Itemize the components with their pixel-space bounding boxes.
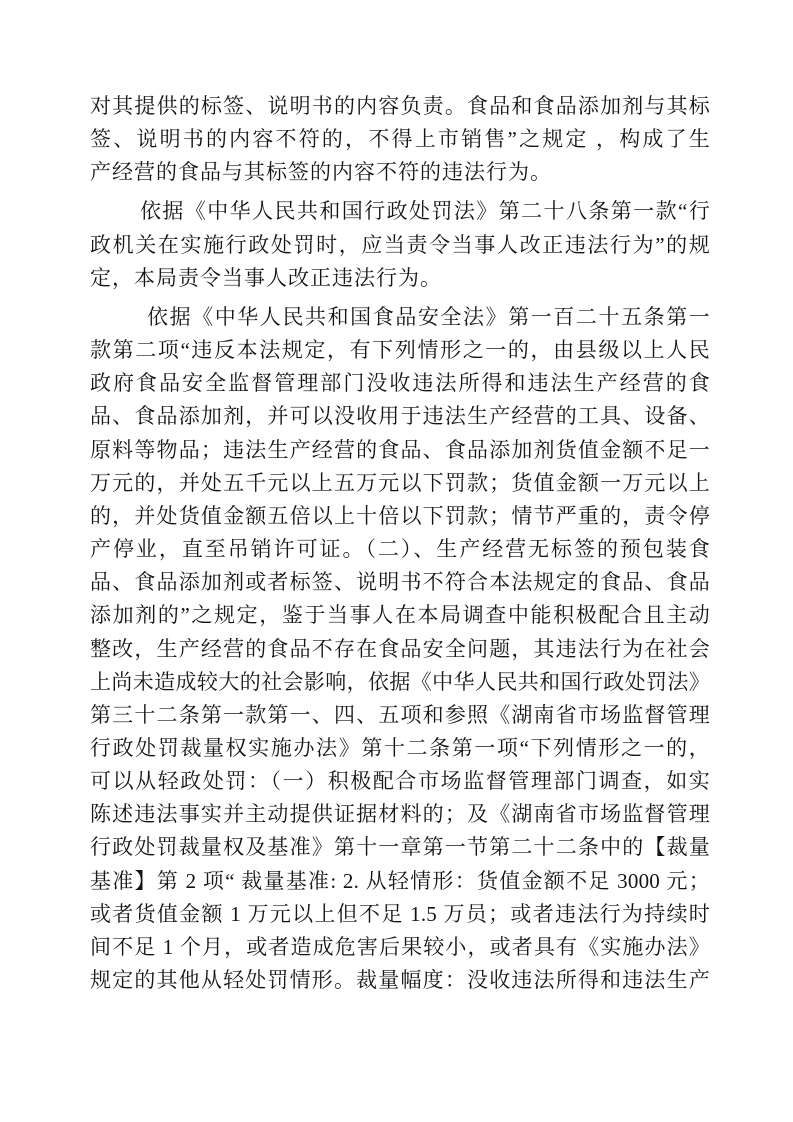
text-line: 原料等物品；违法生产经营的食品、食品添加剂货值金额不足一 [90, 437, 710, 462]
text-line: 依据《中华人民共和国食品安全法》第一百二十五条第一 [147, 304, 710, 329]
text-line: 品、食品添加剂，并可以没收用于违法生产经营的工具、设备、 [90, 404, 710, 429]
text-line: 行政处罚裁量权及基准》第十一章第一节第二十二条中的【裁量 [90, 835, 710, 860]
text-line: 间不足 1 个月，或者造成危害后果较小，或者具有《实施办法》 [90, 934, 710, 959]
text-line: 签、说明书的内容不符的，不得上市销售”之规定 ，构成了生 [90, 127, 710, 152]
text-line: 政府食品安全监督管理部门没收违法所得和违法生产经营的食 [90, 371, 710, 396]
text-line: 品、食品添加剂或者标签、说明书不符合本法规定的食品、食品 [90, 570, 710, 595]
text-line: 陈述违法事实并主动提供证据材料的；及《湖南省市场监督管理 [90, 802, 710, 827]
paragraph-food-safety-law-citation [90, 301, 710, 997]
text-line: 款第二项“违反本法规定，有下列情形之一的，由县级以上人民 [90, 338, 710, 363]
text-line: 规定的其他从轻处罚情形。裁量幅度：没收违法所得和违法生产 [90, 968, 710, 993]
text-line: 基准】第 2 项“ 裁量基准: 2. 从轻情形：货值金额不足 3000 元； [90, 868, 710, 893]
text-line: 政机关在实施行政处罚时，应当责令当事人改正违法行为”的规 [90, 232, 710, 257]
text-line: 或者货值金额 1 万元以上但不足 1.5 万员；或者违法行为持续时 [90, 901, 710, 926]
document-text-block [90, 90, 710, 997]
text-line: 添加剂的”之规定，鉴于当事人在本局调查中能积极配合且主动 [90, 603, 710, 628]
text-line: 产停业，直至吊销许可证。（二）、生产经营无标签的预包装食 [90, 537, 710, 562]
text-line: 定，本局责令当事人改正违法行为。 [90, 265, 442, 290]
text-line: 万元的，并处五千元以上五万元以下罚款；货值金额一万元以上 [90, 470, 710, 495]
text-line: 可以从轻政处罚：（一）积极配合市场监督管理部门调查，如实 [90, 769, 710, 794]
text-line: 上尚未造成较大的社会影响，依据《中华人民共和国行政处罚法》 [90, 669, 710, 694]
paragraph-continuation [90, 90, 710, 189]
text-line: 产经营的食品与其标签的内容不符的违法行为。 [90, 160, 552, 185]
text-line: 依据《中华人民共和国行政处罚法》第二十八条第一款“行 [140, 199, 710, 224]
text-line: 行政处罚裁量权实施办法》第十二条第一项“下列情形之一的， [90, 735, 710, 760]
paragraph-penalty-law-citation [90, 195, 710, 294]
text-line: 整改，生产经营的食品不存在食品安全问题，其违法行为在社会 [90, 636, 710, 661]
text-line: 第三十二条第一款第一、四、五项和参照《湖南省市场监督管理 [90, 702, 710, 727]
text-line: 的，并处货值金额五倍以上十倍以下罚款；情节严重的，责令停 [90, 503, 710, 528]
text-line: 对其提供的标签、说明书的内容负责。食品和食品添加剂与其标 [90, 94, 710, 118]
